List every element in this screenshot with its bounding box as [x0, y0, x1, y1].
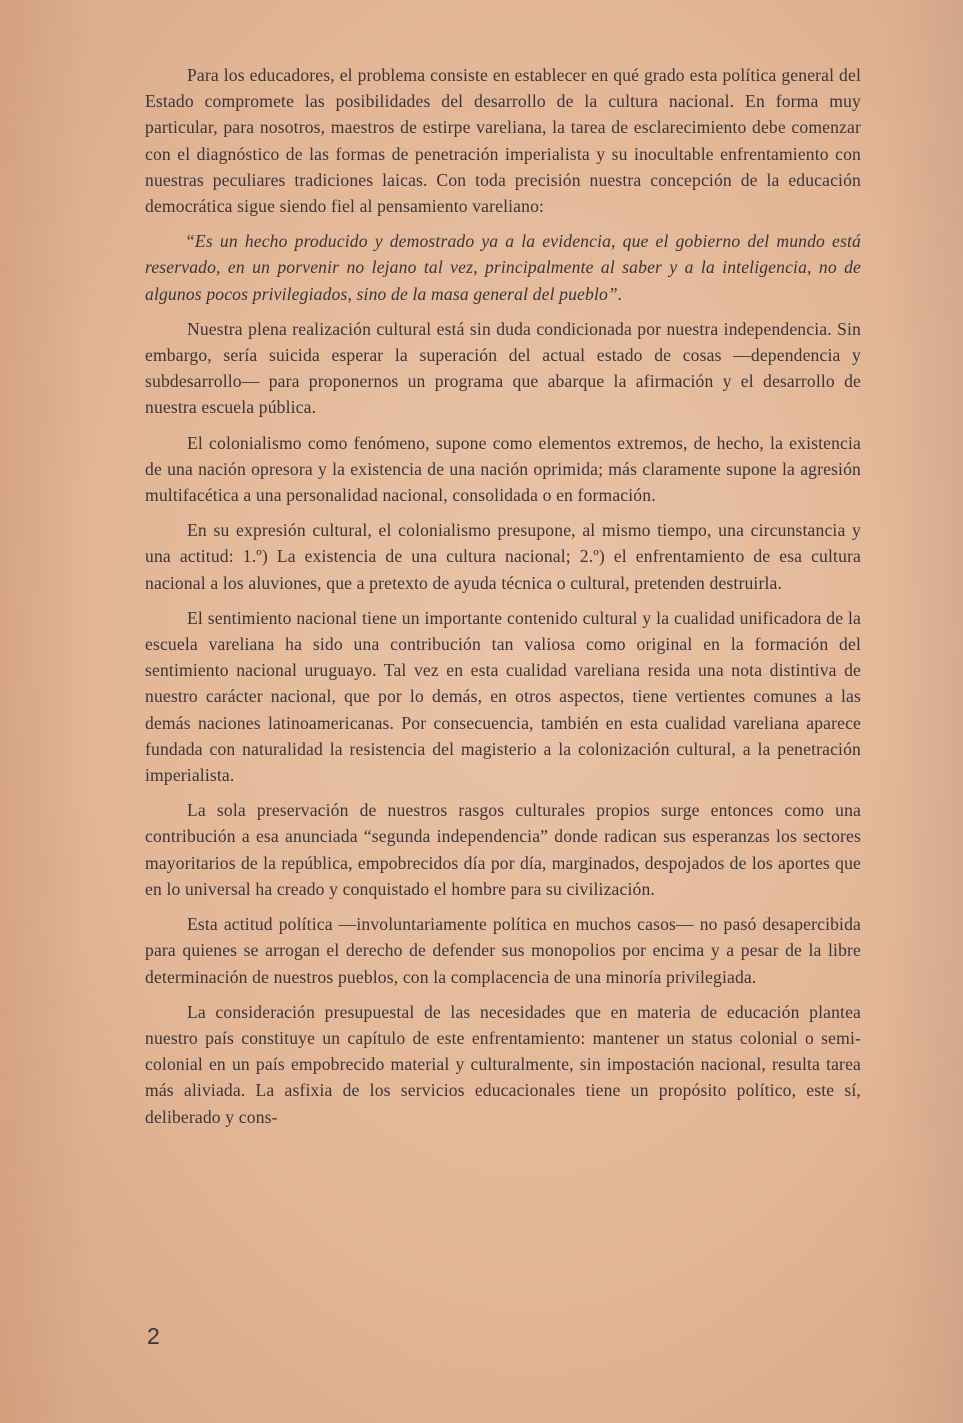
paper-edge-shading	[883, 0, 963, 1423]
page-number: 2	[147, 1323, 160, 1349]
paragraph: El sentimiento nacional tiene un importante contenido cultural y la cualidad unificadora de la escuela vareliana ha sido una contribución tan valiosa como original en la formación del sentimiento nacional uruguayo. Tal vez en esta cualidad vareliana resida una nota distintiva de nuestro carácter nacional, que por lo demás, en otros aspectos, tiene vertientes comunes a las demás naciones latinoamericanas. Por consecuencia, también en esta cualidad vareliana aparece fundada con naturalidad la resistencia del magisterio a la colonización cultural, a la penetración imperialista.	[145, 607, 861, 786]
quote-paragraph: “Es un hecho producido y demostrado ya a la evidencia, que el gobierno del mundo está reservado, en un porvenir no lejano tal vez, principalmente al saber y a la inteligencia, no de algunos pocos privilegiados, sino de la masa general del pueblo”.	[145, 231, 861, 304]
paragraph: Para los educadores, el problema consiste en establecer en qué grado esta política general del Estado compromete las posibilidades del desarrollo de la cultura nacional. En forma muy particular, para nosotros, maestros de estirpe vareliana, la tarea de esclarecimiento debe comenzar con el diagnóstico de las formas de penetración imperialista y su inocultable enfrentamiento con nuestras peculiares tradiciones laicas. Con toda precisión nuestra concepción de la educación democrática sigue siendo fiel al pensamiento vareliano:	[145, 65, 861, 217]
paragraph: En su expresión cultural, el colonialismo presupone, al mismo tiempo, una circunstancia y una actitud: 1.º) La existencia de una cultura nacional; 2.º) el enfrentamiento de esa cultura nacional a los aluviones, que a pretexto de ayuda técnica o cultural, pretenden destruirla.	[145, 520, 861, 593]
paragraph: La consideración presupuestal de las necesidades que en materia de educación plantea nuestro país constituye un capítulo de este enfrentamiento: mantener un status colonial o semi-colonial en un país empobrecido material y culturalmente, sin impostación nacional, resulta tarea más aliviada. La asfixia de los servicios educacionales tiene un propósito político, este sí, deliberado y cons-	[145, 1001, 861, 1127]
body-text	[145, 62, 861, 1139]
paragraph: Nuestra plena realización cultural está sin duda condicionada por nuestra independencia. Sin embargo, sería suicida esperar la superación del actual estado de cosas —dependencia y subdesarrollo— para proponernos un programa que abarque la afirmación y el desarrollo de nuestra escuela pública.	[145, 318, 861, 418]
paragraph: La sola preservación de nuestros rasgos culturales propios surge entonces como una contribución a esa anunciada “segunda independencia” donde radican sus esperanzas los sectores mayoritarios de la república, empobrecidos día por día, marginados, despojados de los aportes que en lo universal ha creado y conquistado el hombre para su civilización.	[145, 800, 861, 899]
paragraph: El colonialismo como fenómeno, supone como elementos extremos, de hecho, la existencia de una nación opresora y la existencia de una nación oprimida; más claramente supone la agresión multifacética a una personalidad nacional, consolidada o en formación.	[145, 432, 861, 506]
paper-edge-shading	[0, 0, 90, 1423]
paragraph: Esta actitud política —involuntariamente política en muchos casos— no pasó desapercibida para quienes se arrogan el derecho de defender sus monopolios por encima y a pesar de la libre determinación de nuestros pueblos, con la complacencia de una minoría privilegiada.	[145, 914, 861, 987]
